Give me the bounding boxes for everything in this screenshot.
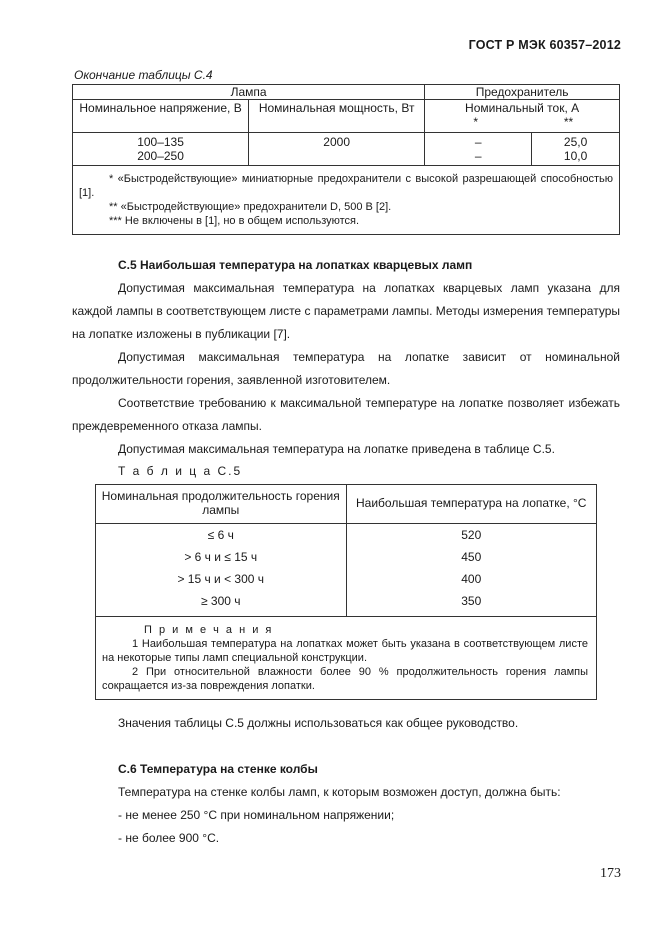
table-row — [96, 546, 597, 568]
section-c5 — [72, 254, 620, 461]
notes-label: П р и м е ч а н и я — [144, 624, 274, 636]
table-row — [73, 100, 620, 133]
section-c5-p3: Соответствие требованию к максимальной температуре на лопатке позволяет избежать преждевременного отказа лампы. — [72, 396, 620, 433]
cell-voltage — [73, 133, 249, 166]
cell-temp: 520 — [346, 524, 597, 547]
section-c6-item-1: - не менее 250 °С при номинальном напряжении; — [118, 808, 395, 822]
footnote-1: * «Быстродействующие» миниатюрные предохранители с высокой разрешающей способностью [1]. — [79, 173, 613, 199]
table-c4-caption: Окончание таблицы С.4 — [74, 68, 213, 82]
cell-temp: 450 — [346, 546, 597, 568]
footnote-2: ** «Быстродействующие» предохранители D, 500 В [2]. — [109, 201, 392, 213]
mark-double: ** — [563, 115, 574, 129]
header-current-marks — [429, 115, 615, 129]
header-fuse: Предохранитель — [425, 85, 620, 100]
note-1: 1 Наибольшая температура на лопатках может быть указана в соответствующем листе на некоторые типы ламп специальной конструкции. — [102, 638, 588, 664]
footnote-3: *** Не включены в [1], но в общем используются. — [109, 215, 360, 227]
cell-current-double — [532, 133, 620, 166]
cell-life: ≤ 6 ч — [96, 524, 347, 547]
header-lamp: Лампа — [73, 85, 425, 100]
current-2: 10,0 — [563, 149, 588, 163]
table-row — [96, 524, 597, 547]
table-row — [73, 133, 620, 166]
section-c5-p4: Допустимая максимальная температура на лопатке приведена в таблице С.5. — [118, 442, 555, 456]
table-row — [73, 166, 620, 235]
section-c6-p1: Температура на стенке колбы ламп, к которым возможен доступ, должна быть: — [118, 785, 561, 799]
section-c5-p1: Допустимая максимальная температура на лопатках кварцевых ламп указана для каждой лампы в соответствующем листе с параметрами лампы. Методы измерения температуры на лопатке изложены в публикации [7]. — [72, 281, 620, 341]
cell-current-single — [425, 133, 532, 166]
after-table-text — [72, 712, 620, 735]
dash-1: – — [474, 135, 482, 149]
current-1: 25,0 — [563, 135, 588, 149]
dash-2: – — [474, 149, 482, 163]
header-current-label: Номинальный ток, А — [465, 101, 580, 115]
table-c5-notes — [96, 617, 597, 700]
header-voltage: Номинальное напряжение, В — [73, 100, 249, 133]
section-c6-title: С.6 Температура на стенке колбы — [118, 762, 318, 776]
section-c5-p2: Допустимая максимальная температура на лопатке зависит от номинальной продолжительности горения, заявленной изготовителем. — [72, 350, 620, 387]
cell-life: > 15 ч и < 300 ч — [96, 568, 347, 590]
cell-temp: 400 — [346, 568, 597, 590]
table-row — [96, 568, 597, 590]
after-table-paragraph: Значения таблицы С.5 должны использоваться как общее руководство. — [118, 716, 519, 730]
table-c4-footnotes — [73, 166, 620, 235]
table-c5 — [95, 484, 597, 700]
voltage-2: 200–250 — [137, 149, 184, 163]
header-life: Номинальная продолжительность горения лампы — [96, 485, 347, 524]
header-current — [425, 100, 620, 133]
mark-single: * — [473, 115, 478, 129]
cell-temp: 350 — [346, 590, 597, 617]
cell-life: > 6 ч и ≤ 15 ч — [96, 546, 347, 568]
voltage-1: 100–135 — [137, 135, 184, 149]
note-2: 2 При относительной влажности более 90 % продолжительность горения лампы сокращается из-за повреждения лопатки. — [102, 666, 588, 692]
section-c6 — [72, 758, 620, 850]
cell-life: ≥ 300 ч — [96, 590, 347, 617]
document-header: ГОСТ Р МЭК 60357–2012 — [468, 38, 621, 52]
header-power: Номинальная мощность, Вт — [249, 100, 425, 133]
table-c5-caption: Т а б л и ц а С.5 — [118, 464, 243, 478]
table-c4 — [72, 84, 620, 235]
table-row — [73, 85, 620, 100]
page-number: 173 — [600, 866, 621, 881]
section-c6-item-2: - не более 900 °С. — [118, 831, 220, 845]
cell-power: 2000 — [249, 133, 425, 166]
table-row — [96, 590, 597, 617]
table-row — [96, 485, 597, 524]
table-row — [96, 617, 597, 700]
section-c5-title: С.5 Наибольшая температура на лопатках кварцевых ламп — [118, 258, 473, 272]
header-temp: Наибольшая температура на лопатке, °С — [346, 485, 597, 524]
